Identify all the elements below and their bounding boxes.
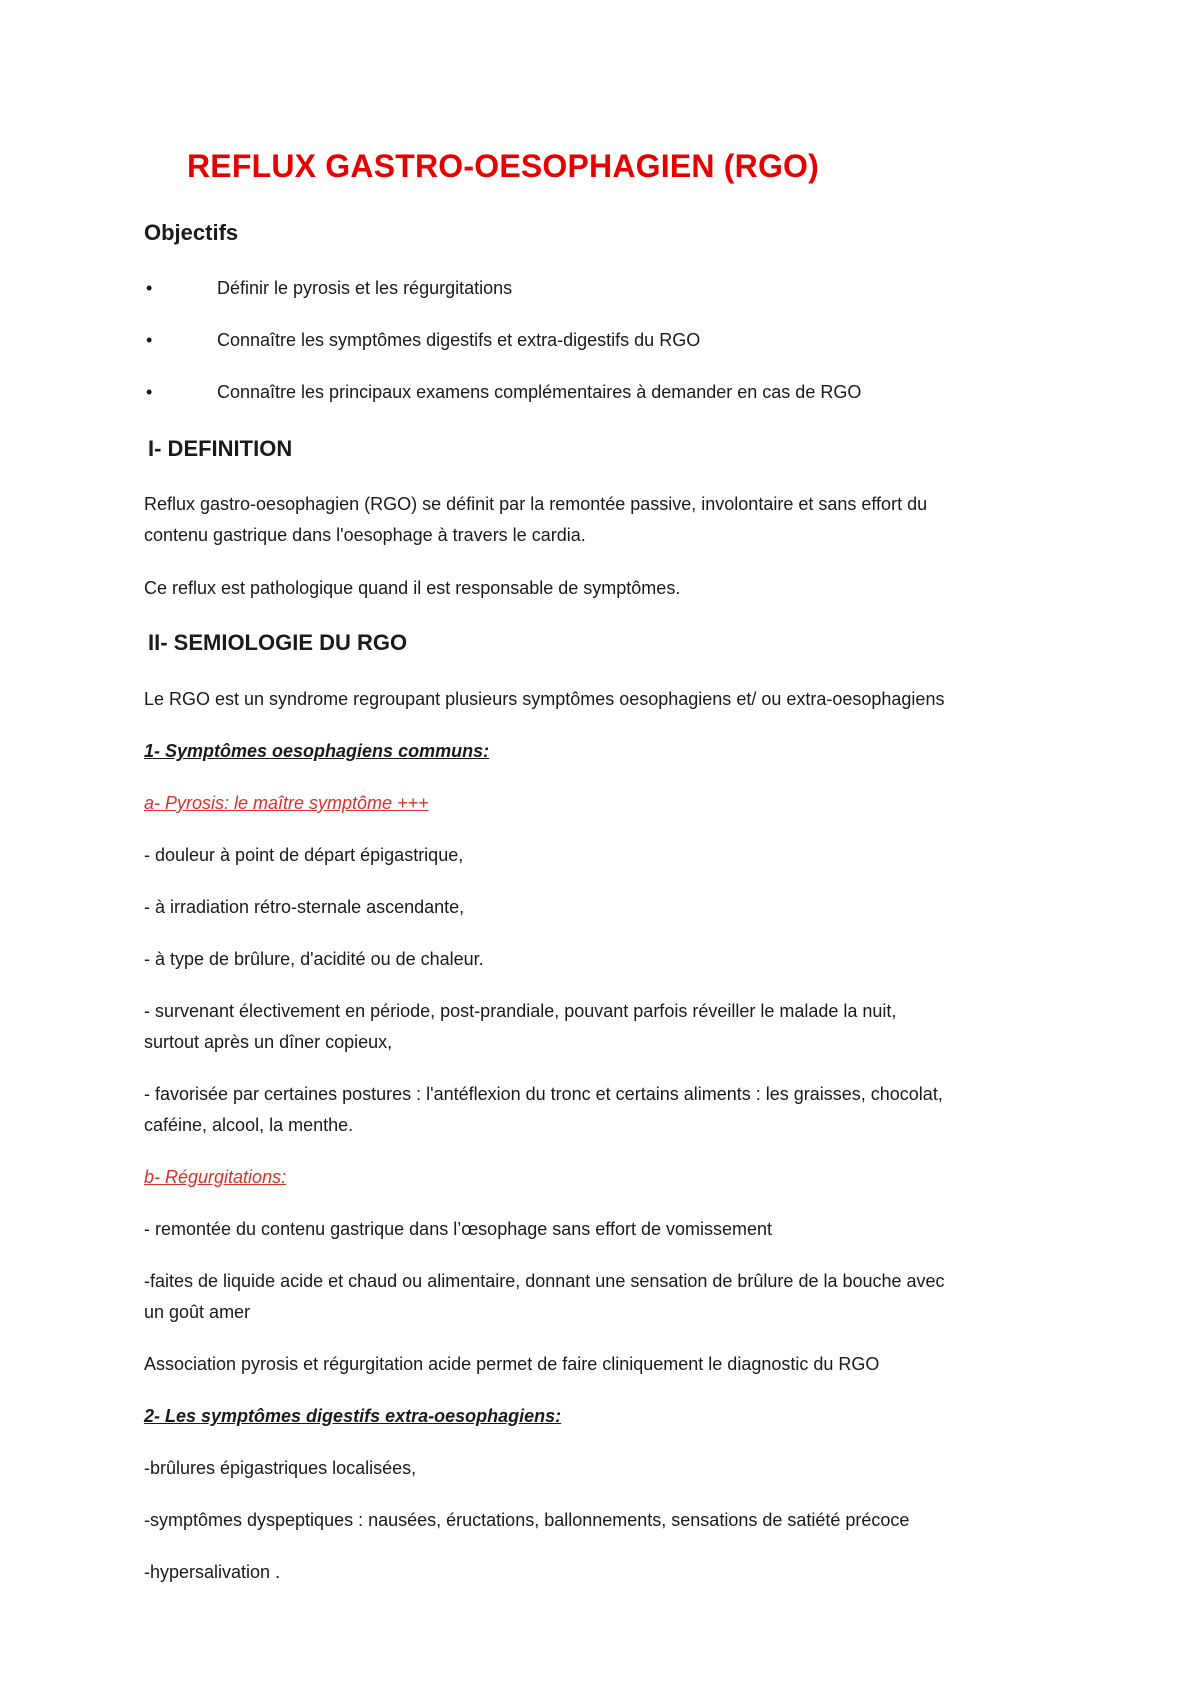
definition-heading: I- DEFINITION xyxy=(148,436,293,461)
bullet-icon: • xyxy=(146,278,153,298)
subheading-pyrosis: a- Pyrosis: le maître symptôme +++ xyxy=(144,793,429,813)
subheading-regurgitations: b- Régurgitations: xyxy=(144,1167,287,1187)
pyrosis-line: surtout après un dîner copieux, xyxy=(144,1032,393,1052)
pyrosis-line: - à irradiation rétro-sternale ascendante, xyxy=(144,897,465,917)
definition-paragraph: contenu gastrique dans l'oesophage à travers le cardia. xyxy=(144,525,586,545)
subheading-symptomes-oesophagiens: 1- Symptômes oesophagiens communs: xyxy=(144,741,490,761)
bullet-icon: • xyxy=(146,330,153,350)
regurgitation-line: - remontée du contenu gastrique dans l’œsophage sans effort de vomissement xyxy=(144,1219,773,1239)
pyrosis-line: - favorisée par certaines postures : l'antéflexion du tronc et certains aliments : les graisses, chocolat, xyxy=(144,1084,943,1104)
objectifs-heading: Objectifs xyxy=(144,220,239,245)
extra-line: -hypersalivation . xyxy=(144,1562,281,1582)
semiologie-heading: II- SEMIOLOGIE DU RGO xyxy=(148,630,408,655)
association-paragraph: Association pyrosis et régurgitation acide permet de faire cliniquement le diagnostic du RGO xyxy=(144,1354,880,1374)
document-page: REFLUX GASTRO-OESOPHAGIEN (RGO) Objectifs • Définir le pyrosis et les régurgitations • Connaître les symptômes digestifs et extra-digestifs du RGO • Connaître les principaux examens complémentaires à demander en cas de RGO I- DEFINITION Reflux gastro-oesophagien (RGO) se définit par la remontée passive, involontaire et sans effort du contenu gastrique dans l'oesophage à travers le cardia. Ce reflux est pathologique quand il est responsable de symptômes. II- SEMIOLOGIE DU RGO Le RGO est un syndrome regroupant plusieurs symptômes oesophagiens et/ ou extra-oesophagiens 1- Symptômes oesophagiens communs: a- Pyrosis: le maître symptôme +++ - douleur à point de départ épigastrique, - à irradiation rétro-sternale ascendante, - à type de brûlure, d'acidité ou de chaleur. - survenant électivement en période, post-prandiale, pouvant parfois réveiller le malade la nuit, surtout après un dîner copieux, - favorisée par certaines postures : l'antéflexion du tronc et certains aliments : les graisses, chocolat, caféine, alcool, la menthe. b- Régurgitations: - remontée du contenu gastrique dans l’œsophage sans effort de vomissement -faites de liquide acide et chaud ou alimentaire, donnant une sensation de brûlure de la bouche avec un goût amer Association pyrosis et régurgitation acide permet de faire cliniquement le diagnostic du RGO 2- Les symptômes digestifs extra-oesophagiens: -brûlures épigastriques localisées, -symptômes dyspeptiques : nausées, éructations, ballonnements, sensations de satiété précoce -hypersalivation . xyxy=(144,148,945,1582)
pyrosis-line: - à type de brûlure, d'acidité ou de chaleur. xyxy=(144,949,484,969)
regurgitation-line: un goût amer xyxy=(144,1302,251,1322)
pyrosis-line: - douleur à point de départ épigastrique, xyxy=(144,845,464,865)
pyrosis-line: - survenant électivement en période, post-prandiale, pouvant parfois réveiller le malade la nuit, xyxy=(144,1001,897,1021)
pyrosis-line: caféine, alcool, la menthe. xyxy=(144,1115,354,1135)
semiologie-intro: Le RGO est un syndrome regroupant plusieurs symptômes oesophagiens et/ ou extra-oesophagiens xyxy=(144,689,945,709)
document-title: REFLUX GASTRO-OESOPHAGIEN (RGO) xyxy=(187,148,819,184)
regurgitation-line: -faites de liquide acide et chaud ou alimentaire, donnant une sensation de brûlure de la bouche avec xyxy=(144,1271,945,1291)
definition-paragraph: Ce reflux est pathologique quand il est responsable de symptômes. xyxy=(144,578,681,598)
subheading-extra-oesophagiens: 2- Les symptômes digestifs extra-oesophagiens: xyxy=(144,1406,562,1426)
definition-paragraph: Reflux gastro-oesophagien (RGO) se définit par la remontée passive, involontaire et sans effort du xyxy=(144,494,928,514)
bullet-icon: • xyxy=(146,382,153,402)
extra-line: -brûlures épigastriques localisées, xyxy=(144,1458,417,1478)
extra-line: -symptômes dyspeptiques : nausées, éructations, ballonnements, sensations de satiété précoce xyxy=(144,1510,910,1530)
